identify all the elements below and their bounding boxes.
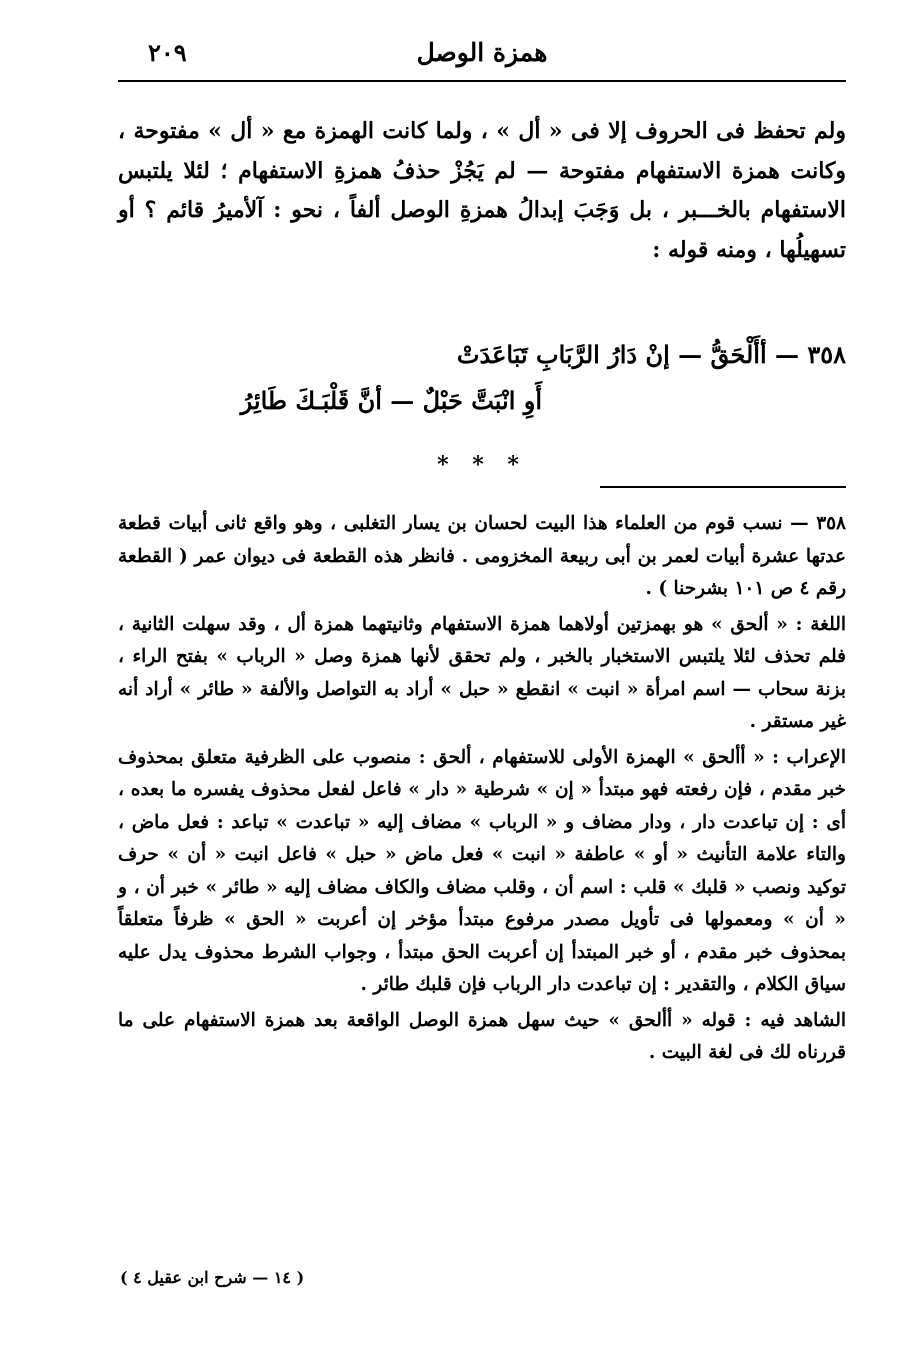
running-title: همزة الوصل (416, 38, 548, 67)
page-header (118, 34, 846, 82)
footnote-language: اللغة : « ألحق » هو بهمزتين أولاهما همزة الاستفهام وثانيتهما همزة أل ، وقد سهلت الثانية ، فلم تحذف لئلا يلتبس الاستخبار بالخبر ، ولم تحقق لأنها همزة وصل « الرباب » بفتح الراء ، بزنة سحاب — اسم امرأة « انبت » انقطع « حبل » أراد به التواصل والألفة « طائر » أراد أنه غير مستقر . (118, 613, 846, 732)
section-separator: * * * (437, 452, 527, 478)
footnote-grammar: الإعراب : « أألحق » الهمزة الأولى للاستفهام ، ألحق : منصوب على الظرفية متعلق بمحذوف خبر مقدم ، فإن رفعته فهو مبتدأ « إن » شرطية « دار » فاعل لفعل محذوف يفسره ما بعده ، أى : إن تباعدت دار ، ودار مضاف و « الرباب » مضاف إليه « تباعدت » تباعد : فعل ماض ، والتاء علامة التأنيث « أو » عاطفة « انبت » فعل ماض « حبل » فاعل انبت « أن » حرف توكيد ونصب « قلبك » قلب : اسم أن ، وقلب مضاف والكاف مضاف إليه « طائر » خبر أن ، و « أن » ومعمولها فى تأويل مصدر مرفوع مبتدأ مؤخر إن أعربت « الحق » ظرفاً متعلقاً بمحذوف خبر مقدم ، أو خبر المبتدأ إن أعربت الحق مبتدأ ، وجواب الشرط محذوف يدل عليه سياق الكلام ، والتقدير : إن تباعدت دار الرباب فإن قلبك طائر . (118, 746, 846, 995)
main-text (118, 112, 846, 270)
footnotes (118, 508, 846, 1070)
footnote-rule (600, 486, 846, 488)
header-rule (118, 80, 846, 82)
verse-second-hemistich: أَوِ انْبَتَّ حَبْلٌ — أنَّ قَلْبَـكَ طَائِرُ (240, 386, 542, 415)
page-number: ٢٠٩ (148, 38, 187, 67)
main-paragraph: ولم تحفظ فى الحروف إلا فى « أل » ، ولما كانت الهمزة مع « أل » مفتوحة ، وكانت همزة الاستفهام مفتوحة — لم يَجُزْ حذفُ همزةِ الاستفهام ؛ لئلا يلتبس الاستفهام بالخـــبر ، بل وَجَبَ إبدالُ همزةِ الوصل ألفاً ، نحو : آلأميرُ قائم ؟ أو تسهيلُها ، ومنه قوله : (118, 118, 846, 263)
verse-first-hemistich: ٣٥٨ — أأَلْحَقُّ — إنْ دَارُ الرَّبَابِ تَبَاعَدَتْ (456, 340, 846, 369)
footnote-evidence: الشاهد فيه : قوله « أألحق » حيث سهل همزة الوصل الواقعة بعد همزة الاستفهام على ما قررناه لك فى لغة البيت . (118, 1009, 846, 1063)
page-footer-signature: ( ١٤ — شرح ابن عقيل ٤ ) (120, 1268, 305, 1287)
footnote-source: ٣٥٨ — نسب قوم من العلماء هذا البيت لحسان بن يسار التغلبى ، وهو واقع ثانى أبيات قطعة عدتها عشرة أبيات لعمر بن أبى ربيعة المخزومى . فانظر هذه القطعة فى ديوان عمر ( القطعة رقم ٤ ص ١٠١ بشرحنا ) . (118, 513, 846, 599)
